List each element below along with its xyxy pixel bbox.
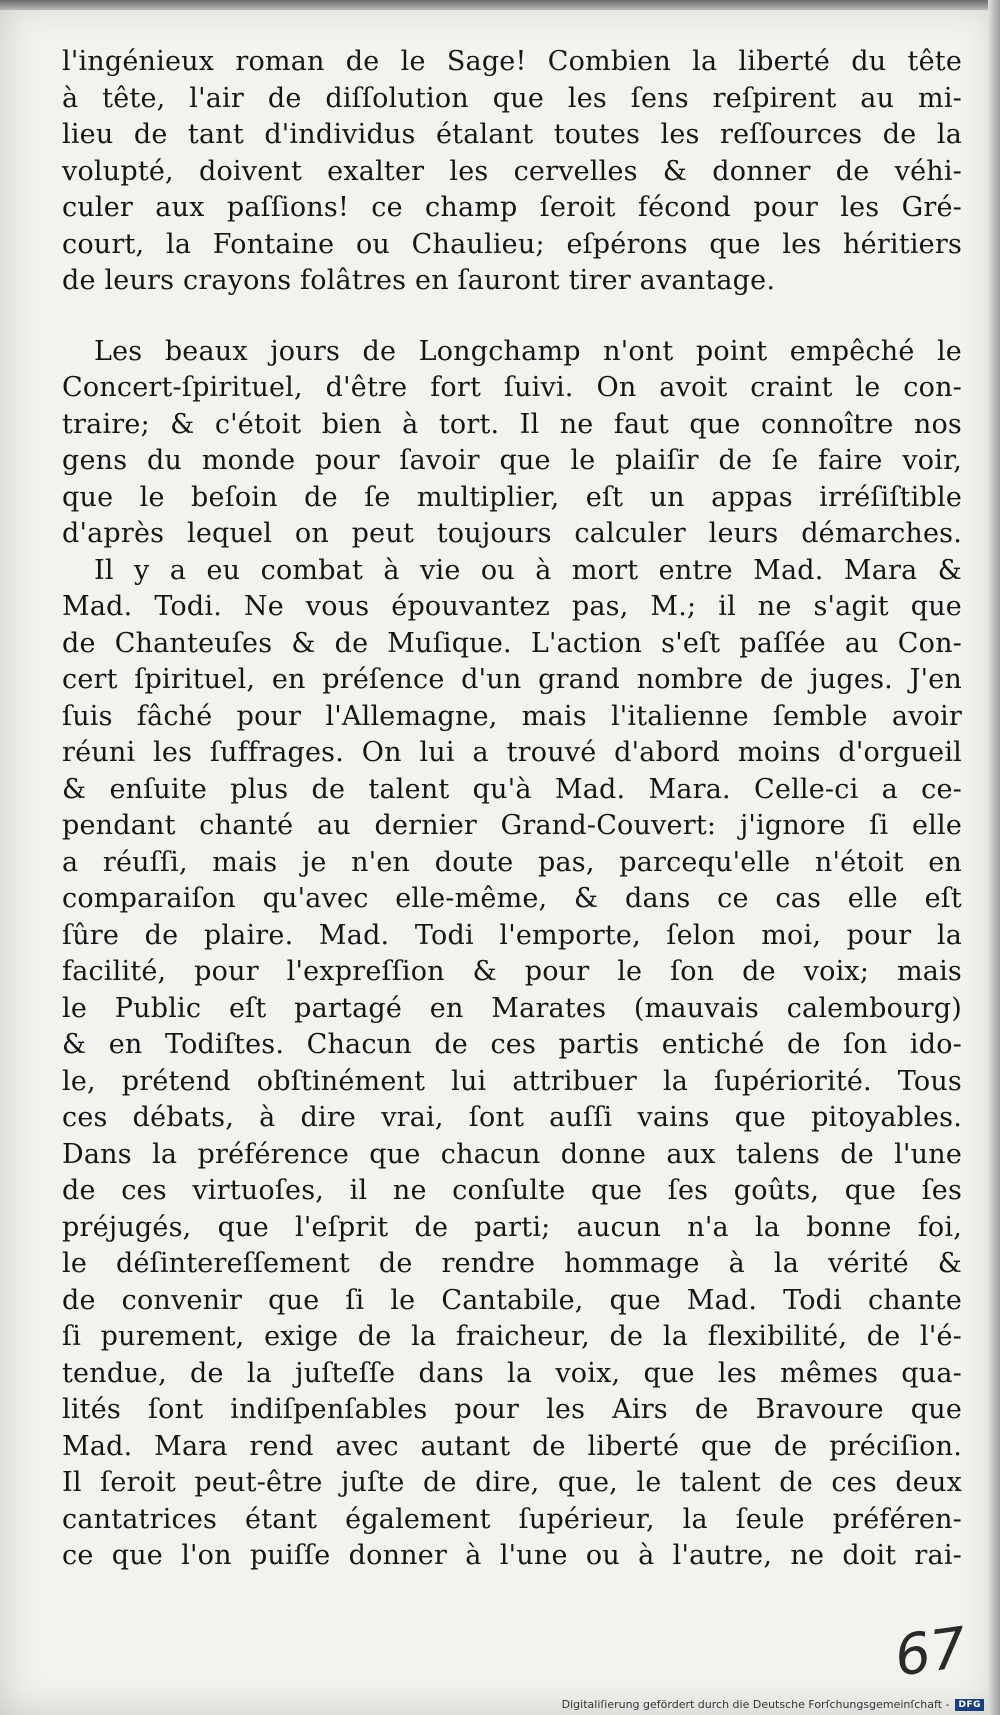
text-line: Il ſeroit peut-être juſte de dire, que, le talent de ces deux [62, 1467, 962, 1498]
digitization-footer [562, 1698, 984, 1711]
body-text [62, 44, 962, 1575]
page-number: 67 [890, 1615, 971, 1690]
text-line: ſuis fâché pour l'Allemagne, mais l'italienne ſemble avoir [62, 700, 962, 732]
text-line: culer aux paſſions! ce champ ſeroit fécond pour les Gré- [62, 192, 962, 223]
text-line: volupté, doivent exalter les cervelles & donner de véhi- [62, 155, 962, 187]
text-line: préjugés, que l'eſprit de parti; aucun n'a la bonne foi, [62, 1211, 962, 1243]
text-line: & enſuite plus de talent qu'à Mad. Mara. Celle-ci a ce- [62, 773, 962, 805]
paragraph-2 [62, 334, 962, 553]
text-line: le déſintereſſement de rendre hommage à la vérité & [62, 1248, 962, 1279]
text-line: facilité, pour l'expreſſion & pour le ſon de voix; mais [62, 956, 962, 987]
text-line: Dans la préférence que chacun donne aux talens de l'une [62, 1138, 962, 1170]
paragraph-3 [62, 553, 962, 1575]
scan-top-edge [0, 0, 1000, 10]
scan-right-edge [988, 0, 1000, 1715]
text-line: ſi purement, exige de la fraicheur, de la flexibilité, de l'é- [62, 1321, 962, 1352]
text-line: Mad. Mara rend avec autant de liberté que de préciſion. [62, 1430, 962, 1462]
text-line: le, prétend obſtinément lui attribuer la ſupériorité. Tous [62, 1065, 962, 1097]
text-line: ce que l'on puiſſe donner à l'une ou à l'autre, ne doit rai- [62, 1540, 962, 1571]
text-line: de convenir que ſi le Cantabile, que Mad. Todi chante [62, 1284, 962, 1316]
paragraph-1 [62, 44, 962, 300]
text-line: à tête, l'air de diſſolution que les ſens reſpirent au mi- [62, 82, 962, 114]
text-line: le Public eſt partagé en Marates (mauvais calembourg) [62, 992, 962, 1024]
footer-text: Digitaliſierung gefördert durch die Deutsche Forſchungsgemeinſchaft - [561, 1698, 950, 1711]
text-line: a réuſſi, mais je n'en doute pas, parcequ'elle n'étoit en [62, 846, 962, 878]
paragraph-gap [62, 300, 962, 334]
text-line: ſûre de plaire. Mad. Todi l'emporte, ſelon moi, pour la [62, 919, 962, 951]
text-line: comparaiſon qu'avec elle-même, & dans ce cas elle eſt [62, 883, 962, 914]
text-line: court, la Fontaine ou Chaulieu; eſpérons que les héritiers [62, 228, 962, 260]
text-line: & en Todiſtes. Chacun de ces partis entiché de ſon ido- [62, 1029, 962, 1060]
text-line: cantatrices étant également ſupérieur, la ſeule préféren- [62, 1503, 962, 1535]
text-line: ces débats, à dire vrai, ſont auſſi vains que pitoyables. [62, 1102, 962, 1133]
text-line: gens du monde pour ſavoir que le plaiſir de ſe faire voir, [62, 445, 962, 476]
text-line: Mad. Todi. Ne vous épouvantez pas, M.; il ne s'agit que [62, 591, 962, 622]
text-line: Les beaux jours de Longchamp n'ont point empêché le [94, 335, 962, 367]
text-line: de leurs crayons folâtres en ſauront tirer avantage. [62, 265, 776, 296]
text-line: cert ſpirituel, en préſence d'un grand nombre de juges. J'en [62, 664, 962, 695]
text-line: lieu de tant d'individus étalant toutes les reſſources de la [62, 119, 962, 150]
text-line: Il y a eu combat à vie ou à mort entre Mad. Mara & [94, 554, 962, 586]
text-line: lités ſont indiſpenſables pour les Airs de Bravoure que [62, 1394, 962, 1425]
dfg-logo: DFG [955, 1699, 984, 1711]
text-line: tendue, de la juſteſſe dans la voix, que les mêmes qua- [62, 1357, 962, 1389]
text-line: Concert-ſpirituel, d'être fort ſuivi. On avoit craint le con- [62, 372, 962, 403]
text-line: pendant chanté au dernier Grand-Couvert: j'ignore ſi elle [62, 810, 962, 841]
text-line: de Chanteuſes & de Muſique. L'action s'eſt paſſée au Con- [62, 627, 962, 659]
text-line: d'après lequel on peut toujours calculer leurs démarches. [62, 518, 962, 549]
text-line: l'ingénieux roman de le Sage! Combien la liberté du tête [62, 46, 962, 77]
text-line: traire; & c'étoit bien à tort. Il ne faut que connoître nos [62, 408, 962, 440]
text-line: que le beſoin de ſe multiplier, eſt un appas irréſiſtible [62, 481, 962, 513]
text-line: réuni les ſuffrages. On lui a trouvé d'abord moins d'orgueil [62, 737, 962, 768]
text-line: de ces virtuoſes, il ne conſulte que ſes goûts, que ſes [62, 1175, 962, 1206]
